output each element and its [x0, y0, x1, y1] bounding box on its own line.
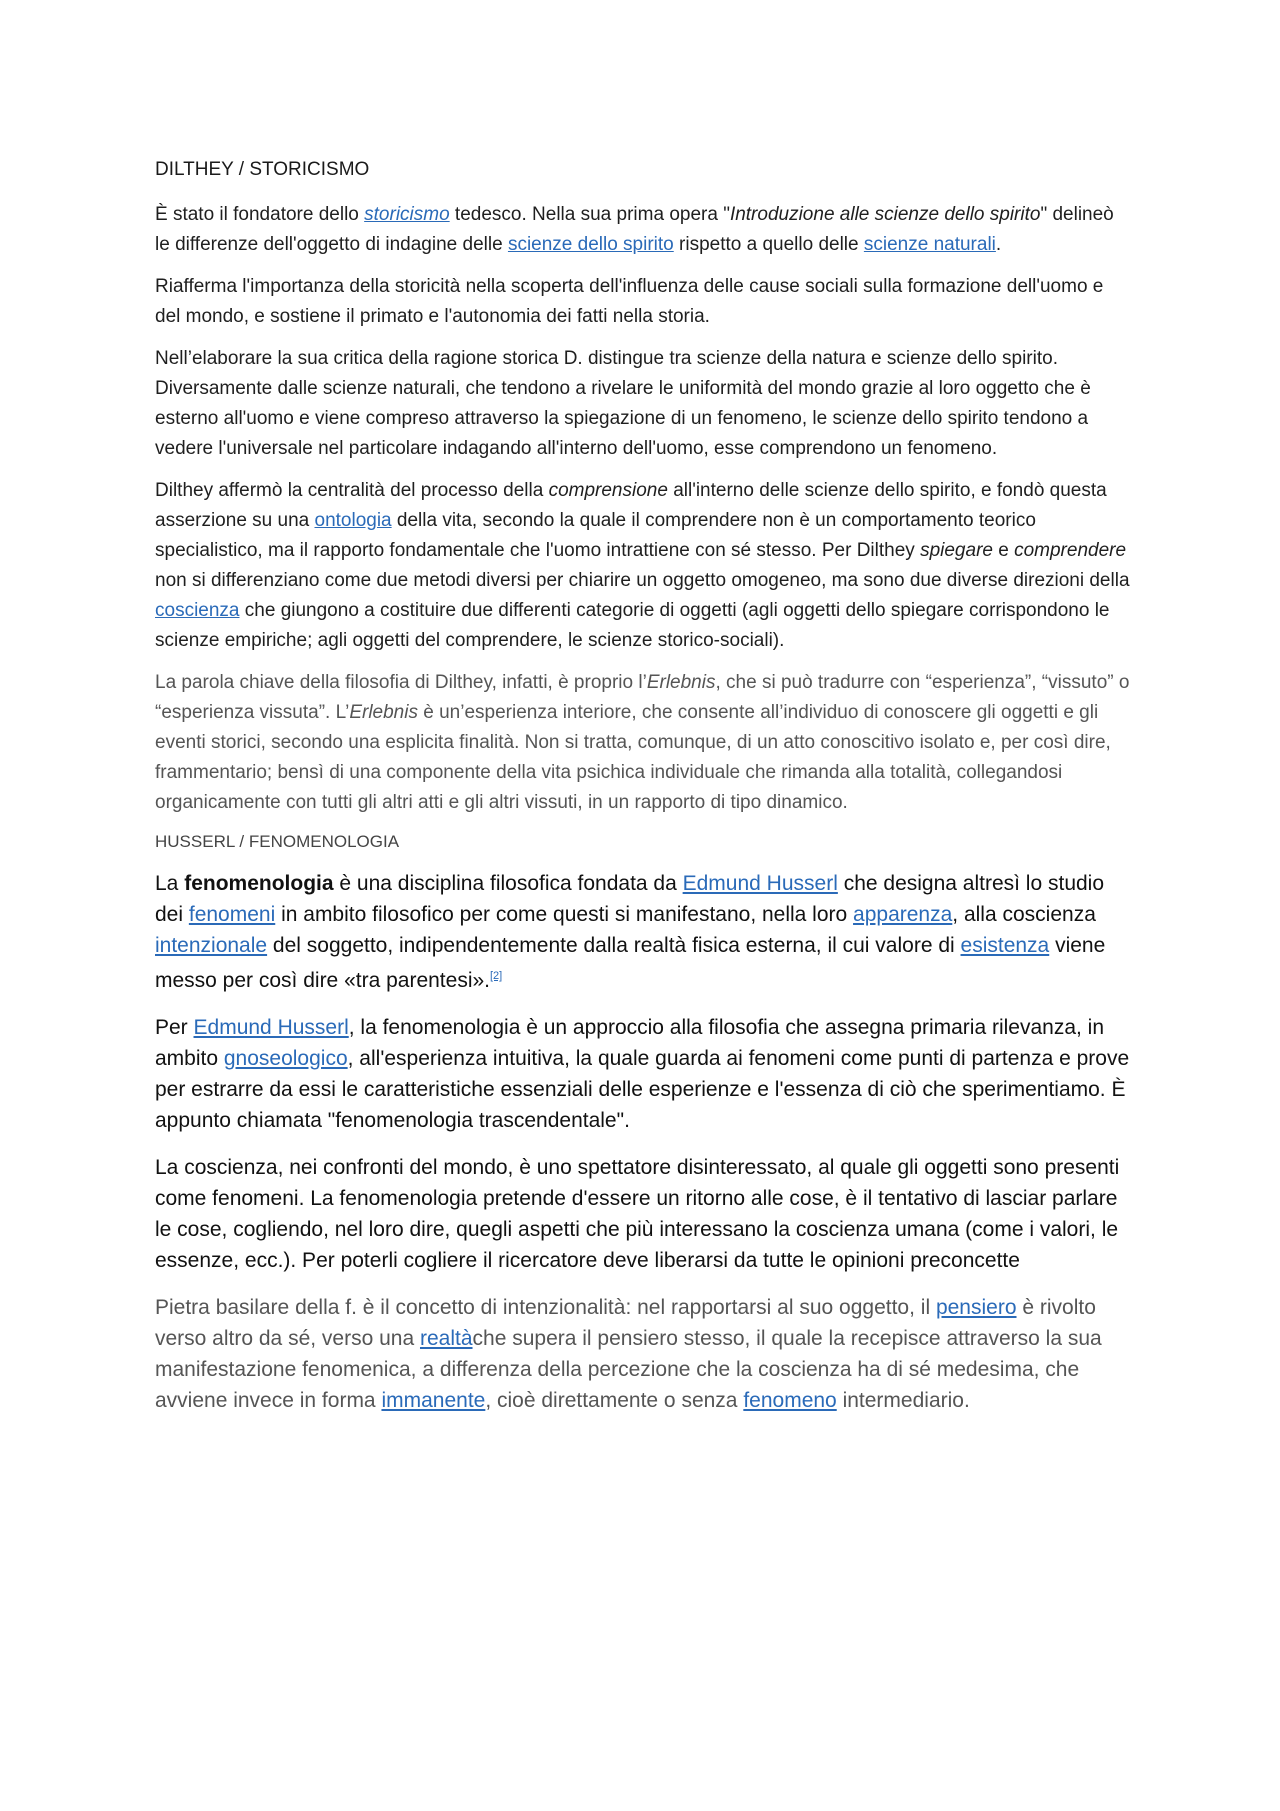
work-title: Introduzione alle scienze dello spirito [729, 204, 1041, 225]
dilthey-paragraph-4: Dilthey affermò la centralità del processo della comprensione all'interno delle scienze dello spirito, e fondò questa asserzione su una ontologia della vita, secondo la quale il comprendere non è un comportamento teorico specialistico, ma il rapporto fondamentale che l'uomo intrattiene con sé stesso. Per Dilthey spiegare e comprendere non si differenziano come due metodi diversi per chiarire un oggetto omogeneo, ma sono due diverse direzioni della coscienza che giungono a costituire due differenti categorie di oggetti (agli oggetti dello spiegare corrispondono le scienze empiriche; agli oggetti del comprendere, le scienze storico-sociali). [155, 480, 1130, 651]
dilthey-paragraph-2: Riafferma l'importanza della storicità nella scoperta dell'influenza delle cause sociali sulla formazione dell'uomo e del mondo, e sostiene il primato e l'autonomia dei fatti nella storia. [155, 276, 1104, 327]
link-storicismo[interactable]: storicismo [364, 204, 450, 225]
dilthey-heading: DILTHEY / STORICISMO [155, 159, 370, 180]
link-fenomeni[interactable]: fenomeni [188, 903, 276, 926]
husserl-paragraph-1: La fenomenologia è una disciplina filosofica fondata da Edmund Husserl che designa altresì lo studio dei fenomeni in ambito filosofico per come questi si manifestano, nella loro apparenza, alla coscienza intenzionale del soggetto, indipendentemente dalla realtà fisica esterna, il cui valore di esistenza viene messo per così dire «tra parentesi».[2] [155, 872, 1106, 992]
link-esistenza[interactable]: esistenza [960, 934, 1050, 957]
link-edmund-husserl-2[interactable]: Edmund Husserl [193, 1016, 349, 1039]
link-coscienza[interactable]: coscienza [155, 600, 240, 621]
link-fenomeno[interactable]: fenomeno [743, 1389, 837, 1412]
footnote-ref[interactable]: [2] [490, 970, 503, 982]
link-gnoseologico[interactable]: gnoseologico [223, 1047, 348, 1070]
dilthey-paragraph-5: La parola chiave della filosofia di Dilthey, infatti, è proprio l’Erlebnis, che si può tradurre con “esperienza”, “vissuto” o “esperienza vissuta”. L’Erlebnis è un’esperienza interiore, che consente all’individuo di conoscere gli oggetti e gli eventi storici, secondo una esplicita finalità. Non si tratta, comunque, di un atto conoscitivo isolato e, per così dire, frammentario; bensì di una componente della vita psichica individuale che rimanda alla totalità, collegandosi organicamente con tutti gli altri atti e gli altri vissuti, in un rapporto di tipo dinamico. [155, 672, 1130, 813]
link-ontologia[interactable]: ontologia [314, 510, 392, 531]
link-edmund-husserl[interactable]: Edmund Husserl [682, 872, 838, 895]
link-immanente[interactable]: immanente [381, 1389, 486, 1412]
link-scienze-dello-spirito[interactable]: scienze dello spirito [507, 234, 674, 255]
husserl-paragraph-2: Per Edmund Husserl, la fenomenologia è un approccio alla filosofia che assegna primaria rilevanza, in ambito gnoseologico, all'esperienza intuitiva, la quale guarda ai fenomeni come punti di partenza e prove per estrarre da essi le caratteristiche essenziali delle esperienze e l'essenza di ciò che sperimentiamo. È appunto chiamata "fenomenologia trascendentale". [155, 1016, 1130, 1132]
link-scienze-naturali[interactable]: scienze naturali [863, 234, 996, 255]
link-intenzionale[interactable]: intenzionale [155, 934, 268, 957]
link-realta[interactable]: realtà [419, 1327, 473, 1350]
dilthey-paragraph-3: Nell’elaborare la sua critica della ragione storica D. distingue tra scienze della natura e scienze dello spirito. Diversamente dalle scienze naturali, che tendono a rivelare le uniformità del mondo grazie al loro oggetto che è esterno all'uomo e viene compreso attraverso la spiegazione di un fenomeno, le scienze dello spirito tendono a vedere l'universale nel particolare indagando all'interno dell'uomo, esse comprendono un fenomeno. [155, 348, 1091, 459]
husserl-paragraph-3: La coscienza, nei confronti del mondo, è uno spettatore disinteressato, al quale gli oggetti sono presenti come fenomeni. La fenomenologia pretende d'essere un ritorno alle cose, è il tentativo di lasciar parlare le cose, cogliendo, nel loro dire, quegli aspetti che più interessano la coscienza umana (come i valori, le essenze, ecc.). Per poterli cogliere il ricercatore deve liberarsi da tutte le opinioni preconcette [155, 1156, 1120, 1272]
husserl-paragraph-4: Pietra basilare della f. è il concetto di intenzionalità: nel rapportarsi al suo oggetto, il pensiero è rivolto verso altro da sé, verso una realtàche supera il pensiero stesso, il quale la recepisce attraverso la sua manifestazione fenomenica, a differenza della percezione che la coscienza ha di sé medesima, che avviene invece in forma immanente, cioè direttamente o senza fenomeno intermediario. [155, 1296, 1102, 1412]
dilthey-paragraph-1: È stato il fondatore dello storicismo tedesco. Nella sua prima opera "Introduzione alle scienze dello spirito" delineò le differenze dell'oggetto di indagine delle scienze dello spirito rispetto a quello delle scienze naturali. [155, 204, 1114, 255]
link-apparenza[interactable]: apparenza [853, 903, 953, 926]
husserl-heading: HUSSERL / FENOMENOLOGIA [155, 832, 400, 851]
link-pensiero[interactable]: pensiero [935, 1296, 1017, 1319]
